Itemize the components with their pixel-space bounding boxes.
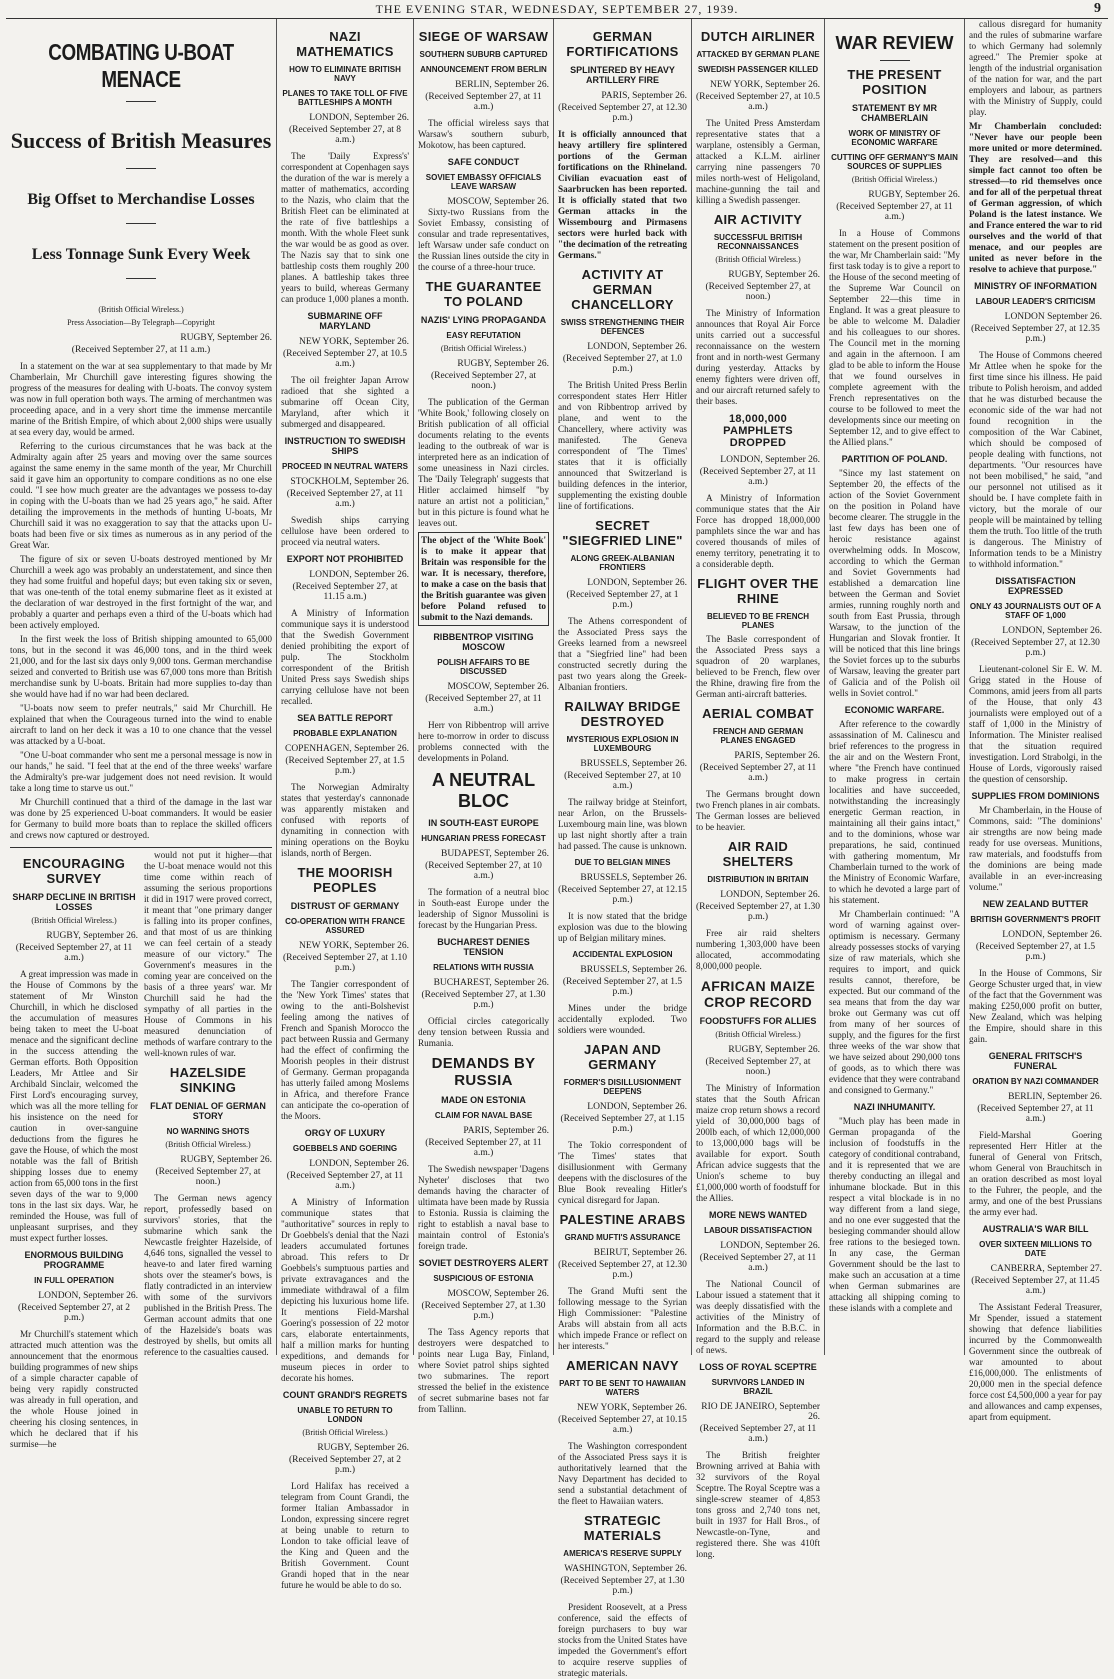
article-headline: THE MOORISH PEOPLES (297, 865, 393, 895)
article-received: (Received September 27, at 1.30 p.m.) (421, 990, 546, 1010)
article-dateline: BERLIN, September 26. (455, 80, 549, 90)
masthead-title: THE EVENING STAR, WEDNESDAY, SEPTEMBER 27, 1939. (375, 2, 739, 16)
article-received: (Received September 27, at 12.35 p.m.) (971, 324, 1100, 344)
building-received: (Received September 27, at 2 p.m.) (17, 1303, 131, 1323)
article-headline: ACTIVITY AT GERMAN CHANCELLORY (571, 267, 674, 312)
article-subhead: GOEBBELS AND GOERING (292, 1144, 398, 1153)
article-text: Field-Marshal Goering represented Herr Hitler at the funeral of General von Fritsch, whom General von Brauchitsch in an oration described as most loyal to the Fuhrer, the people, and the army, and one of the best Prussians the army ever had. (969, 1130, 1102, 1217)
article-headline: GENERAL FRITSCH'S FUNERAL (988, 1051, 1083, 1071)
lead-deck-2: Big Offset to Merchandise Losses (27, 191, 255, 208)
article-dateline: BRUSSELS, September 26. (580, 759, 687, 769)
article-text: The Tass Agency reports that destroyers were despatched to points near Luga Bay, Finland, where Soviet patrol ships sighted two submarines. The report stressed the belief in the existence of secret submarine bases not far from Tallinn. (418, 1327, 549, 1414)
article-boxed-text: It is officially announced that heavy artillery fire splintered portions of the German fortifications on the Rhineland. Civilian evacuation east of Saarbrucken has been reported. It is officially stated that two German attacks in the Wissembourg and Pirmasens sectors were hurled back with "the decimation of the retreating Germans." (558, 129, 687, 260)
article-text: Mr Chamberlain continued: "A word of warning against over-optimism is necessary. Germany already possesses stocks of varying size of raw materials, which she requires to import, and quick results cannot, therefore, be expected. But our command of the sea means that from the day war broke out Germany was cut off from many of her sources of supply, and the figures for the first three weeks of the war show that we have seized about 290,000 tons of goods, as to which there was evidence that they were contraband and consigned to Germany." (829, 909, 960, 1095)
article-received: (Received September 27, at noon.) (431, 371, 536, 391)
article-subhead: STATEMENT BY MR CHAMBERLAIN (852, 103, 937, 123)
page-number: 9 (1094, 1, 1102, 16)
article-subhead: SUSPICIOUS OF ESTONIA (433, 1274, 534, 1283)
article-headline: FLIGHT OVER THE RHINE (697, 576, 819, 606)
article-subhead: SUCCESSFUL BRITISH RECONNAISSANCES (713, 233, 803, 251)
article-dateline: PARIS, September 26. (601, 91, 687, 101)
article-headline: AIR RAID SHELTERS (722, 839, 794, 869)
article-headline: AERIAL COMBAT (702, 706, 814, 721)
hazelside-text: The German news agency report, professedly based on survivors' stories, that the submarine which sank the Newcastle freighter Hazelside, of 4,646 tons, signalled the vessel to heave-to and later fired warning shots over the steamer's bows, is flatly contradicted in an interview with some of the survivors published in the British Press. The German account admits that one of the Hazelside's boats was destroyed by shells, but omits all reference to the casualties caused. (144, 1193, 272, 1357)
article-dateline: RUGBY, September 26. (317, 1443, 409, 1453)
lead-deck-3: Less Tonnage Sunk Every Week (31, 246, 251, 263)
article-dateline: PARIS, September 26. (463, 1126, 549, 1136)
article-subhead: SWEDISH PASSENGER KILLED (697, 65, 819, 74)
article-text: The Assistant Federal Treasurer, Mr Spender, issued a statement showing that defence liabilities incurred by the Commonwealth Government since the outbreak of war amounted to about £16,000,000. The enlistments of 20,000 men in the special defence force cost £4,500,000 a year for pay and allowances and camp expenses, apart from equipment. (969, 1302, 1102, 1422)
article-subhead: OVER SIXTEEN MILLIONS TO DATE (979, 1240, 1092, 1258)
article-dateline: BUCHAREST, September 26. (433, 978, 549, 988)
article-text: The National Council of Labour issued a statement that it was deeply dissatisfied with the activities of the Ministry of Information and the B.B.C. in regard to the supply and release of news. (696, 1279, 820, 1355)
article-text: Mr Chamberlain, in the House of Commons, said: "The dominions' air strengths are now being made ready for use overseas. Munitions, raw materials, and foodstuffs from the dominions are being made available in an ever-increasing volume." (969, 805, 1102, 892)
article-text: Lord Halifax has received a telegram from Count Grandi, the former Italian Ambassador in London, expressing sincere regret at being unable to return to London to take official leave of the King and Queen and the British Government. Count Grandi hoped that in the near future he would be able to do so. (281, 1481, 409, 1590)
article-text: Free air raid shelters numbering 1,303,000 have been allocated, accommodating 8,000,000 people. (696, 928, 820, 971)
article-received: (Received September 27, at 1.15 p.m.) (560, 1114, 685, 1134)
article-received: (Received September 27, at 11 a.m.) (425, 1138, 542, 1158)
article-received: (Received September 27, at 11 a.m.) (699, 763, 817, 783)
article-text: A Ministry of Information communique states that "authoritative" sources in reply to Dr Goebbels's denial that the Nazi leaders accumulated fortunes abroad. This refers to Dr Goebbels's sumptuous parties and private extravagances and the immediate withdrawal of a film depicting his luxurious home life. It mentions Field-Marshal Goering's possession of 22 motor cars, elaborate entertainments, half a million marks for hunting expeditions, and demands for museum pieces in order to decorate his homes. (281, 1197, 409, 1383)
article-received: (Received September 27, at 11 a.m.) (836, 202, 953, 222)
article-dateline: RUGBY, September 26. (457, 359, 549, 369)
article-dateline: LONDON, September 26. (309, 113, 409, 123)
masthead (6, 0, 1108, 19)
article-text: The Athens correspondent of the Associated Press says the Greeks learned from a newsreel that a "Siegfried line" had been constructed secretly during the past two years along the Greek-Albanian frontiers. (558, 616, 687, 692)
article-headline: INSTRUCTION TO SWEDISH SHIPS (284, 436, 406, 456)
article-dateline: LONDON, September 26. (309, 1159, 409, 1169)
article-headline: LOSS OF ROYAL SCEPTRE (699, 1362, 817, 1372)
lead-paragraph: In the first week the loss of British shipping amounted to 65,000 tons, but in the second it was 46,000 tons, and in the third week 21,000, and for the last six days only 9,000 tons. German merchandise seized and converted to British use was 67,000 tons more than British merchandise sunk by U-boats. Britain had more supplies to-day than she would have had if no war had been declared. (10, 634, 272, 699)
article-text: The oil freighter Japan Arrow radioed that she sighted a submarine off Ocean City, Maryland, after which it submerged and disappeared. (281, 375, 409, 429)
article-text: Herr von Ribbentrop will arrive here to-morrow in order to discuss problems connected with the developments in Poland. (418, 720, 549, 763)
survey-received: (Received September 27, at 11 a.m.) (15, 943, 133, 963)
article-headline: COUNT GRANDI'S REGRETS (282, 1390, 408, 1400)
article-received: (Received September 27, at 11 a.m.) (699, 1424, 817, 1444)
article-headline: ORGY OF LUXURY (304, 1128, 386, 1138)
article-headline: 18,000,000 PAMPHLETS DROPPED (723, 413, 793, 449)
article-text: Mines under the bridge accidentally exploded. Two soldiers were wounded. (558, 1003, 687, 1035)
hazelside-received: (Received September 27, at noon.) (155, 1167, 261, 1187)
article-headline: JAPAN AND GERMANY (583, 1042, 662, 1072)
article-headline: DISSATISFACTION EXPRESSED (995, 576, 1076, 596)
building-headline: ENORMOUS BUILDING PROGRAMME (24, 1250, 124, 1270)
article-received: (Received September 27, at 1 p.m.) (566, 590, 679, 610)
article-headline: A NEUTRAL BLOC (431, 770, 536, 811)
article-subhead: UNABLE TO RETURN TO LONDON (297, 1406, 393, 1424)
article-received: (Received September 27, at 1.5 p.m.) (975, 942, 1096, 962)
article-subhead: SPLINTERED BY HEAVY ARTILLERY FIRE (570, 65, 675, 85)
article-dateline: CANBERRA, September 27. (990, 1264, 1102, 1274)
lead-credit: (British Official Wireless.) (98, 305, 184, 314)
article-text: Swedish ships carrying cellulose have been ordered to proceed via neutral waters. (281, 515, 409, 547)
article-headline: AIR ACTIVITY (713, 212, 803, 227)
column-3 (414, 19, 554, 1414)
article-headline: STRATEGIC MATERIALS (583, 1513, 662, 1543)
column-6 (825, 19, 965, 1355)
article-subhead: FRENCH AND GERMAN PLANES ENGAGED (712, 727, 804, 745)
article-dateline: MOSCOW, September 26. (447, 682, 549, 692)
article-subhead: THE PRESENT POSITION (847, 67, 942, 97)
article-received: (Received September 27, at 11 a.m.) (977, 1104, 1094, 1124)
article-dateline: BERLIN, September 26. (1008, 1092, 1102, 1102)
article-dateline: RUGBY, September 26. (728, 1045, 820, 1055)
article-text: The Norwegian Admiralty states that yesterday's cannonade was apparently mistaken and confused with reports of dynamiting in connection with mining operations on the Boyku islands, north of Bergen. (281, 782, 409, 858)
article-text: The Ministry of Information states that the South African maize crop return shows a record yield of 30,000,000 bags of 200lb each, of which 12,000,000 to 13,000,000 bags will be available for export. South African advice suggests that the Union's scheme to buy £1,000,000 worth of foodstuff for the Allies. (696, 1083, 820, 1203)
article-subhead: HOW TO ELIMINATE BRITISH NAVY (289, 65, 401, 83)
article-credit: (British Official Wireless.) (715, 255, 801, 264)
column-lead (6, 19, 277, 1449)
article-received: (Received September 27, at 10 a.m.) (564, 771, 681, 791)
article-received: (Received September 27, at 11.45 a.m.) (971, 1276, 1100, 1296)
article-text: Official circles categorically deny tension between Russia and Rumania. (418, 1016, 549, 1048)
article-dateline: LONDON, September 26. (587, 1102, 687, 1112)
article-subhead: PART TO BE SENT TO HAWAIIAN WATERS (559, 1379, 686, 1397)
article-text: The Swedish newspaper 'Dagens Nyheter' discloses that two demands having the character of ultimata have been made by Russia to Estonia. Russia is claiming the right to establish a naval base to maintain control of Estonia's foreign trade. (418, 1164, 549, 1251)
article-subhead: DISTRUST OF GERMANY (290, 901, 400, 911)
article-subhead: MADE ON ESTONIA (441, 1095, 526, 1105)
article-text: A Ministry of Information communique says it is understood that the Swedish Government denied prohibiting the export of pulp. The Stockholm correspondent of the British United Press says Swedish ships carrying cellulose have not been recalled. (281, 608, 409, 706)
article-dateline: PARIS, September 26. (734, 751, 820, 761)
article-credit: (British Official Wireless.) (440, 344, 527, 353)
article-subhead: DUE TO BELGIAN MINES (574, 858, 671, 867)
article-text: The House of Commons cheered Mr Attlee when he spoke for the first time since his illness. He paid tribute to Polish heroism, and added that he was disturbed because the economic side of the war had not found recognition in the composition of the War Cabinet, which should be composed of people dealing with functions, not departments. "Our resources have not been mobilised," he said, "and our personnel not utilised as it should be. I have complete faith in victory, but the morale of our people will be maintained by telling them the truth. Too little of the truth is dangerous. The Ministry of Information tends to be a Ministry to withhold information." (969, 350, 1102, 569)
article-dateline: LONDON September 26. (1004, 312, 1102, 322)
article-dateline: RUGBY, September 26. (868, 190, 960, 200)
article-headline: SAFE CONDUCT (447, 157, 520, 167)
article-headline: AUSTRALIA'S WAR BILL (982, 1224, 1089, 1234)
hazelside-headline: HAZELSIDE SINKING (169, 1065, 247, 1095)
article-dateline: LONDON, September 26. (720, 890, 820, 900)
article-text: The publication of the German 'White Book,' following closely on British publication of all official documents relating to the events leading to the outbreak of war is interpreted here as an indication of some uneasiness in Nazi circles. The 'Daily Telegraph' suggests that Hitler acclaimed himself "by nature an artist not a politician," but in this picture is found what he leaves out. (418, 397, 549, 528)
hazelside-subhead-2: NO WARNING SHOTS (166, 1127, 250, 1136)
lead-paragraph: The figure of six or seven U-boats destroyed mentioned by Mr Churchill a week ago was probably an understatement, and since then they had some fruitful and hopeful days; but even taking six or seven, that was one-tenth of the total enemy submarine fleet as it existed at the declaration of war destroyed in the first fortnight of the war, and probably a quarter and perhaps even a third of the U-boats which had been actively employed. (10, 554, 272, 630)
article-dateline: LONDON, September 26. (1002, 626, 1102, 636)
article-dateline: RUGBY, September 26. (728, 270, 820, 280)
article-headline: DEMANDS BY RUSSIA (431, 1055, 536, 1089)
article-received: (Received September 27, at 1.30 p.m.) (696, 902, 820, 922)
article-dateline: BRUSSELS, September 26. (580, 965, 687, 975)
article-dateline: NEW YORK, September 26. (298, 941, 409, 951)
article-subhead: MYSTERIOUS EXPLOSION IN LUXEMBOURG (566, 735, 679, 753)
survey-credit: (British Official Wireless.) (31, 916, 117, 925)
article-text: A Ministry of Information communique states that the Air Force has dropped 18,000,000 pamphlets since the war and has covered thousands of miles of enemy territory, penetrating it to a considerable depth. (696, 493, 820, 569)
article-text: The United Press Amsterdam representative states that a warplane, ostensibly a German, attacked a K.L.M. airliner carrying nine passengers 70 miles north-west of Heligoland, machine-gunning the tail and killing a Swedish passenger. (696, 118, 820, 205)
article-dateline: STOCKHOLM, September 26. (290, 477, 409, 487)
article-received: (Received September 27, at 11.15 a.m.) (292, 582, 398, 602)
building-subhead: IN FULL OPERATION (34, 1276, 114, 1285)
article-subhead: LABOUR LEADER'S CRITICISM (975, 297, 1096, 306)
article-subhead: ECONOMIC WARFARE. (844, 705, 945, 715)
article-text: It is now stated that the bridge explosion was due to the blowing up of Belgian military mines. (558, 911, 687, 943)
column-7 (965, 19, 1106, 1422)
article-headline: MINISTRY OF INFORMATION (974, 281, 1097, 291)
article-subhead: PROBABLE EXPLANATION (293, 729, 397, 738)
article-text: President Roosevelt, at a Press conference, said the effects of foreign purchasers to buy war stocks from the United States have impeded the Government's effort to acquire reserve supplies of strategic materials. (558, 1602, 687, 1678)
article-received: (Received September 27, at 2 p.m.) (288, 1455, 402, 1475)
article-text: The Grand Mufti sent the following message to the Syrian High Commissioner: "Palestine Arabs will abstain from all acts which impede France or reflect on her interests." (558, 1286, 687, 1351)
article-received: (Received September 27, at 11 a.m.) (425, 92, 542, 112)
column-2 (277, 19, 414, 1590)
article-subhead: CO-OPERATION WITH FRANCE ASSURED (285, 917, 405, 935)
article-subhead: ACCIDENTAL EXPLOSION (572, 950, 673, 959)
article-headline: RAILWAY BRIDGE DESTROYED (564, 699, 681, 729)
article-received: (Received September 27, at 11 a.m.) (699, 467, 817, 487)
article-dateline: COPENHAGEN, September 26. (284, 744, 409, 754)
article-text: The official wireless says that Warsaw's southern suburb, Mokotow, has been captured. (418, 118, 549, 150)
article-subhead: ATTACKED BY GERMAN PLANE (696, 50, 820, 59)
hazelside-subhead: FLAT DENIAL OF GERMAN STORY (150, 1101, 266, 1121)
article-dateline: LONDON, September 26. (587, 578, 687, 588)
article-subhead: ALONG GREEK-ALBANIAN FRONTIERS (570, 554, 675, 572)
article-received: (Received September 27, at 11 a.m.) (286, 489, 404, 509)
article-text: The Tangier correspondent of the 'New York Times' states that owing to the anti-Bolshevist feeling among the natives of French and Spanish Morocco the pact between Russia and Germany had the effect of confirming the Moorish peoples in their distrust of Germany. German propaganda has utterly failed among Moslems in Africa, and therefore France can anticipate the co-operation of the Moors. (281, 979, 409, 1121)
article-dateline: LONDON, September 26. (309, 570, 409, 580)
article-received: (Received September 27, at 10 a.m.) (425, 861, 542, 881)
survey-continued: would not put it higher—that the U-boat menace would not this time come within reach of assuming the serious proportions it did in 1917 were proved correct, it meant that "one primary danger is falling into its proper confines, and that most of us are thinking we can feel certain of a steady measure of our victory." The Government's measures in the coming year are conceived on the basis of a three years' war. Mr Churchill said he had the sympathy of all parties in the House of Commons in his measured denunciation of methods of warfare contrary to the well-known rules of war. (144, 850, 272, 1058)
article-subhead: LABOUR DISSATISFACTION (704, 1226, 812, 1235)
article-text: The British United Press Berlin correspondent states Herr Hitler and von Ribbentrop arrived by plane, and went to the Chancellery, where activity was manifested. The Geneva correspondent of 'The Times' states that it is officially announced that Switzerland is building defences in the interior, supplementing the existing double line of fortifications. (558, 380, 687, 511)
lead-paragraph: "U-boats now seem to prefer neutrals," said Mr Churchill. He explained that when the Courageous turned into the wind to enable aircraft to land on her deck it was a 10 to one chance that the vessel was attacked by a U-boat. (10, 703, 272, 746)
lead-received: (Received September 27, at 11 a.m.) (71, 345, 211, 355)
article-subhead: WORK OF MINISTRY OF ECONOMIC WARFARE (848, 129, 941, 147)
lead-paragraph: "One U-boat commander who sent me a personal message is now in our hands," he said. "I feel that at the end of the three weeks' warfare the Admiralty's pre-war judgement does not need revision. It would take a long time to starve us out." (10, 750, 272, 793)
article-received: (Received September 27, at 1.5 p.m.) (285, 756, 405, 776)
article-received: (Received September 27, at 1.0 p.m.) (562, 354, 683, 374)
article-subhead: HUNGARIAN PRESS FORECAST (421, 834, 546, 843)
article-headline: SECRET "SIEGFRIED LINE" (562, 518, 683, 548)
article-headline: WAR REVIEW (835, 33, 954, 53)
article-dateline: BEIRUT, September 26. (593, 1248, 687, 1258)
article-dateline: WASHINGTON, September 26. (564, 1564, 687, 1574)
lead-subsection (10, 847, 272, 1453)
article-dateline: NEW YORK, September 26. (576, 1403, 687, 1413)
article-subhead: RELATIONS WITH RUSSIA (433, 963, 534, 972)
article-credit: (British Official Wireless.) (851, 175, 938, 184)
article-headline: SOVIET DESTROYERS ALERT (418, 1258, 549, 1268)
hazelside-dateline: RUGBY, September 26. (180, 1155, 272, 1165)
article-text: The 'Daily Express's' correspondent at Copenhagen says the duration of the war is merely a matter of mathematics, according to the Nazis, who claim that the British Fleet can be eliminated at the rate of five battleships a month. With the whole Fleet sunk the war would be as good as over. The Nazis say that to sink one battleship costs them roughly 200 planes. A battleship takes three years to build, whereas Germany can produce 1,000 planes a month. (281, 151, 409, 304)
article-subhead: CLAIM FOR NAVAL BASE (434, 1111, 533, 1120)
article-text: Sixty-two Russians from the Soviet Embassy, consisting of consular and trade representatives, left Warsaw under safe conduct on the Russian lines outside the city in the course of a three-hour truce. (418, 207, 549, 272)
article-headline: NEW ZEALAND BUTTER (982, 899, 1089, 909)
article-received: (Received September 27, at 12.30 p.m.) (971, 638, 1100, 658)
article-text: The formation of a neutral bloc in South-east Europe under the leadership of Signor Mussolini is forecast by the Hungarian Press. (418, 887, 549, 930)
article-headline: SUBMARINE OFF MARYLAND (307, 311, 383, 331)
survey-text: A great impression was made in the House of Commons by the statement of Mr Winston Churchill, in which he disclosed the accumulation of measures being taken to meet the U-boat menace and the significant decline in the success attending the German efforts. Both Opposition Leaders, Mr Attlee and Sir Archibald Sinclair, welcomed the First Lord's encouraging survey, which was all the more telling for his insistence on the need for caution in over-sanguine deductions from the figures he gave the House, of which the most notable was the fall of British shipping losses due to enemy action from 65,000 tons in the first seven days of the war to 9,000 tons in the last six days. War, he reminded the House, was full of unpleasant surprises, and they must expect further losses. (10, 969, 138, 1243)
article-subhead: BELIEVED TO BE FRENCH PLANES (706, 612, 810, 630)
lead-dateline: RUGBY, September 26. (180, 333, 272, 343)
article-boxed-text: The object of the 'White Book' is to make it appear that Britain was responsible for the war. It is necessary, therefore, to make a case on the basis that the British guarantee was given before Poland refused to submit to the Nazi demands. (418, 532, 549, 626)
article-text: The railway bridge at Steinfort, near Arlon, on the Brussels-Luxembourg main line, was blown up last night shortly after a train had passed. The cause is unknown. (558, 797, 687, 851)
article-subhead: FORMER'S DISILLUSIONMENT DEEPENS (563, 1078, 682, 1096)
article-text: The Basle correspondent of the Associated Press says a squadron of 20 warplanes, believed to be French, flew over the Rhine, drawing fire from the German anti-aircraft batteries. (696, 634, 820, 699)
article-received: (Received September 27, at 12.30 p.m.) (558, 103, 687, 123)
article-subhead: CUTTING OFF GERMANY'S MAIN SOURCES OF SUPPLIES (831, 153, 958, 171)
lead-paragraph: Referring to the curious circumstances that he was back at the Admiralty again after 25 years and moving over the same sources against the same enemy in the same month of the year, Mr Churchill said it gave him an opportunity to compare conditions as no one else could. "I see how much greater are the advantages we possess to-day in coping with the U-boats than we had 25 years ago," he said. After detailing the improvements in the methods of hunting U-boats, Mr Churchill said it was no exaggeration to say that the attacks upon U-boats had been five or six times as numerous as in any period of the Great War. (10, 441, 272, 550)
article-received: (Received September 27, at 11 a.m.) (286, 1171, 404, 1191)
hazelside-credit: (British Official Wireless.) (165, 1140, 251, 1149)
building-dateline: LONDON, September 26. (38, 1291, 138, 1301)
article-subhead: EASY REFUTATION (446, 331, 521, 340)
article-headline: RIBBENTROP VISITING MOSCOW (433, 632, 534, 652)
article-subhead: POLISH AFFAIRS TO BE DISCUSSED (437, 658, 530, 676)
article-text: The Germans brought down two French planes in air combats. The German losses are believed to be heavier. (696, 789, 820, 832)
article-text: The Ministry of Information announces that Royal Air Force units carried out a successful reconnaissance on the western front and in north-west Germany during yesterday. Attacks by enemy fighters were driven off, and our aircraft returned safely to their bases. (696, 308, 820, 406)
article-subhead: NAZIS' LYING PROPAGANDA (420, 315, 547, 325)
article-subhead: PARTITION OF POLAND. (841, 454, 948, 464)
article-received: (Received September 27, at 1.30 p.m.) (421, 1301, 546, 1321)
article-received: (Received September 27, at 1.10 p.m.) (283, 953, 407, 973)
article-received: (Received September 27, at 11 a.m.) (425, 694, 542, 714)
article-received: (Received September 27, at 11 a.m.) (699, 1253, 817, 1273)
article-subhead: DISTRIBUTION IN BRITAIN (707, 875, 809, 884)
article-received: (Received September 27, at 12.15 p.m.) (558, 885, 687, 905)
article-boxed-text: Mr Chamberlain concluded: "Never have our people been more united or more determined. They are resolved—and this simple fact cannot too often be stressed—to rid themselves once and for all of the perpetual threat of German aggression, of which Poland is the latest instance. We and France entered the war to rid ourselves and the world of that menace, and our peoples are united as never before in the resolve to achieve that purpose." (969, 121, 1102, 274)
article-subhead: AMERICA'S RESERVE SUPPLY (563, 1549, 682, 1558)
article-received: (Received September 27, at 10.15 a.m.) (558, 1415, 687, 1435)
article-text: Lieutenant-colonel Sir E. W. M. Grigg stated in the House of Commons, amid jeers from all parts of the House, that only 43 journalists were employed out of a staff of 1,000 in the Ministry of Information. The Minister realised that the situation required investigation. Lord Strabolgi, in the House of Lords, vigorously raised the question of censorship. (969, 664, 1102, 784)
article-headline: GERMAN FORTIFICATIONS (566, 29, 679, 59)
article-received: (Received September 27, at 10.5 a.m.) (283, 349, 407, 369)
article-text: "Since my last statement on September 20, the effects of the action of the Soviet Government on the position in Poland have become clearer. The struggle in the last few days has been one of heroic resistance against overwhelming odds. In Moscow, according to which the German and Soviet Governments had established a demarcation line between the German and Soviet armies, running roughly north and south from East Prussia, through Warsaw, to the junction of the Hungarian and Slovak frontier. It will be noticed that this line brings the Soviet forces up to the suburbs of Warsaw, leaving the greater part of Galicia and of the Polish oil wells in Soviet control." (829, 468, 960, 698)
article-dateline: NEW YORK, September 26. (709, 80, 820, 90)
article-headline: AFRICAN MAIZE CROP RECORD (700, 978, 816, 1010)
article-headline: NAZI MATHEMATICS (296, 29, 394, 59)
article-headline: DUTCH AIRLINER (700, 29, 816, 44)
article-headline: BUCHAREST DENIES TENSION (437, 937, 530, 957)
article-subhead: SURVIVORS LANDED IN BRAZIL (711, 1378, 805, 1396)
article-received: (Received September 27, at 1.5 p.m.) (562, 977, 683, 997)
article-subhead: PLANES TO TAKE TOLL OF FIVE BATTLESHIPS A MONTH (282, 89, 408, 107)
article-dateline: BUDAPEST, September 26. (440, 849, 549, 859)
column-4 (554, 19, 692, 1678)
article-headline: EXPORT NOT PROHIBITED (286, 554, 404, 564)
lead-paragraph: In a statement on the war at sea supplementary to that made by Mr Chamberlain, Mr Churchill gave interesting figures showing the progress of the measures for dealing with U-boats. The convoy system was now in full operation both ways. The arming of merchantmen was proceeding apace, and in a very short time the immense mercantile marine of the British Empire, of which about 2,000 ships were usually at sea every day, would be armed. (10, 361, 272, 437)
lead-credit-press: Press Association—By Telegraph—Copyright (67, 318, 215, 327)
article-text: After reference to the cowardly assassination of M. Calinescu and brief references to the progress in the air and on the Western Front, where "the French have continued to make progress in certain localities and have succeeded, notwithstanding the increasingly energetic German reaction, in maintaining all their gains intact," and to the dominions, whose war preparations, he said, continued with gathering momentum, Mr Chamberlain turned to the work of the Ministry of Economic Warfare, to which he devoted a large part of his statement. (829, 719, 960, 905)
article-headline: AMERICAN NAVY (566, 1358, 679, 1373)
article-received: (Received September 27, at noon.) (705, 282, 811, 302)
article-subhead: SOVIET EMBASSY OFFICIALS LEAVE WARSAW (425, 173, 542, 191)
article-headline: SIEGE OF WARSAW (418, 29, 549, 44)
article-received: (Received September 27, at 10.5 a.m.) (696, 92, 820, 112)
survey-dateline: RUGBY, September 26. (46, 931, 138, 941)
article-text: "Much play has been made in German propaganda of the inclusion of foodstuffs in the category of conditional contraband, and it is represented that we are thereby conducting an illegal and inhumane blockade. But in this respect a vital blockade is in no way different from a land siege, and no one ever suggested that the besieging commander should allow free rations to the besieged town. In any case, the German Government should be the last to make such an accusation at a time when German submarines are attacking all shipping coming to these islands with a complete and (829, 1116, 960, 1313)
article-text: The British freighter Browning arrived at Bahia with 32 survivors of the Royal Sceptre. The Royal Sceptre was a single-screw steamer of 4,853 tons gross and 2,740 tons net, built in 1937 for Hall Bros., of Newcastle-on-Tyne, and registered there. She was 410ft long. (696, 1450, 820, 1559)
column-5 (692, 19, 825, 1559)
lead-paragraph: Mr Churchill continued that a third of the damage in the last war was done by 25 experienced U-boat commanders. It would be easier for Germany to build more boats than to replace the skilled officers and crews now captured or destroyed. (10, 797, 272, 840)
building-text: Mr Churchill's statement which attracted much attention was the announcement that the enormous building programmes of new ships of a simple character capable of being very rapidly constructed was already in full operation, and the whole House joined in cheering his closing sentences, in which he declared that if his surmise—he (10, 1329, 138, 1449)
article-subhead: IN SOUTH-EAST EUROPE (428, 818, 539, 828)
article-headline: SUPPLIES FROM DOMINIONS (971, 791, 1100, 801)
article-headline: SEA BATTLE REPORT (297, 713, 393, 723)
article-subhead: NAZI INHUMANITY. (853, 1102, 936, 1112)
article-subhead: ORATION BY NAZI COMMANDER (972, 1077, 1099, 1086)
article-headline: PALESTINE ARABS (559, 1212, 686, 1227)
survey-headline: ENCOURAGING SURVEY (22, 856, 126, 886)
article-subhead: ONLY 43 JOURNALISTS OUT OF A STAFF OF 1,000 (969, 602, 1102, 620)
article-text: The Tokio correspondent of 'The Times' states that disillusionment with Germany deepens with the disclosures of the Blue Book revealing Hitler's cynical disregard for Japan. (558, 1140, 687, 1205)
article-text: callous disregard for humanity and the rules of submarine warfare to which Germany had solemnly agreed." The Premier spoke at length of the industrial organisation of the nation for war, and the part employers and labour, as partners with the Ministry of Supply, could play. (969, 19, 1102, 117)
article-dateline: NEW YORK, September 26. (298, 337, 409, 347)
article-subhead: SOUTHERN SUBURB CAPTURED (419, 50, 548, 59)
article-dateline: LONDON, September 26. (587, 342, 687, 352)
article-subhead: GRAND MUFTI'S ASSURANCE (564, 1233, 681, 1242)
article-headline: MORE NEWS WANTED (709, 1210, 807, 1220)
article-headline: THE GUARANTEE TO POLAND (425, 279, 542, 309)
article-credit: (British Official Wireless.) (302, 1428, 388, 1437)
article-text: In a House of Commons statement on the present position of the war, Mr Chamberlain said: "My first task today is to give a report to the House of the second meeting of the Supreme War Council on September 22—this time in England. It was a great pleasure to be able to welcome M. Daladier and his colleagues to our shores. The Council met in the morning and again in the afternoon. I am glad to be able to inform the House that we found ourselves in complete agreement with the French representatives on the course to be followed to meet the developments since our meeting on September 12, and to give effect to the Allied plans." (829, 228, 960, 447)
article-dateline: RIO DE JANEIRO, September 26. (701, 1402, 820, 1422)
article-received: (Received September 27, at 8 a.m.) (288, 125, 402, 145)
article-subhead: ANNOUNCEMENT FROM BERLIN (420, 65, 547, 74)
article-credit: (British Official Wireless.) (715, 1030, 801, 1039)
article-received: (Received September 27, at 1.30 p.m.) (560, 1576, 685, 1596)
article-text: In the House of Commons, Sir George Schuster urged that, in view of the fact that the Government was making £250,000 profit on butter, New Zealand, which was helping the Empire, should share in this gain. (969, 968, 1102, 1044)
article-subhead: BRITISH GOVERNMENT'S PROFIT (970, 915, 1101, 924)
article-dateline: LONDON, September 26. (1002, 930, 1102, 940)
article-received: (Received September 27, at 12.30 p.m.) (558, 1260, 687, 1280)
article-text: The Washington correspondent of the Associated Press says it is authoritatively learned that the Navy Department has decided to send a substantial detachment of the fleet to Hawaiian waters. (558, 1441, 687, 1506)
article-subhead: SWISS STRENGTHENING THEIR DEFENCES (560, 318, 685, 336)
survey-subhead: SHARP DECLINE IN BRITISH LOSSES (12, 892, 136, 912)
article-dateline: MOSCOW, September 26. (447, 197, 549, 207)
article-received: (Received September 27, at noon.) (705, 1057, 811, 1077)
article-subhead: PROCEED IN NEUTRAL WATERS (282, 462, 408, 471)
article-dateline: MOSCOW, September 26. (447, 1289, 549, 1299)
article-dateline: LONDON, September 26. (720, 455, 820, 465)
article-subhead: FOODSTUFFS FOR ALLIES (699, 1016, 817, 1026)
lead-deck-1: Success of British Measures (10, 128, 272, 153)
article-dateline: LONDON, September 26. (720, 1241, 820, 1251)
lead-headline: COMBATING U-BOAT MENACE (48, 39, 234, 92)
article-dateline: BRUSSELS, September 26. (580, 873, 687, 883)
